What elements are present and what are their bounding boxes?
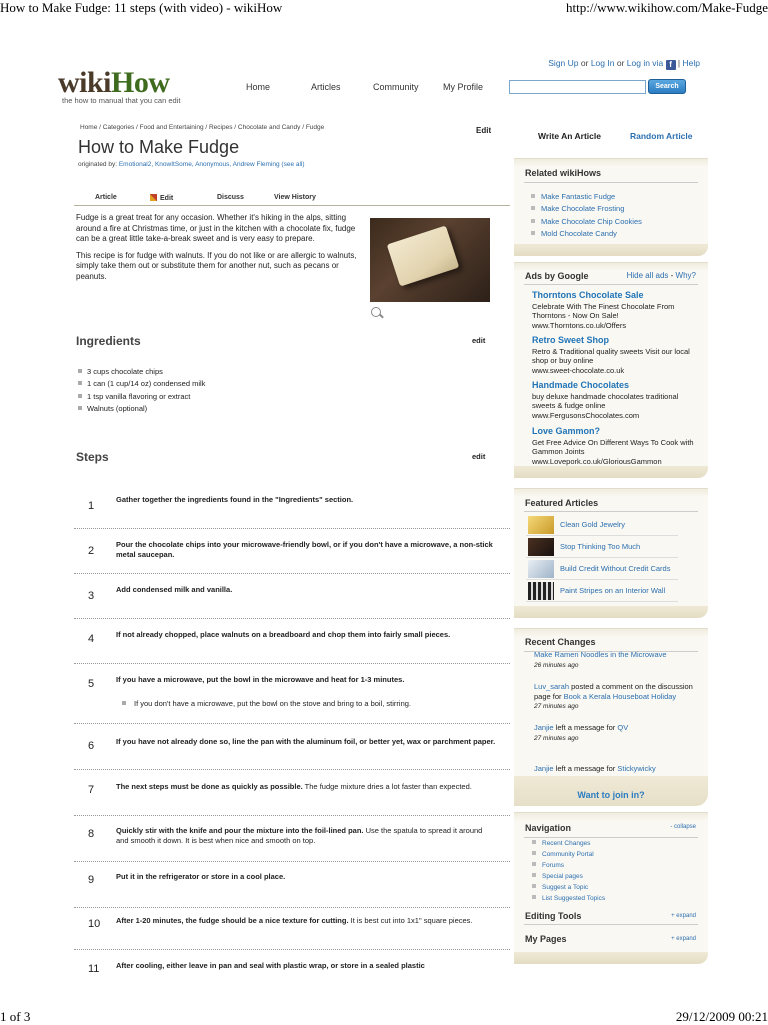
featured-link[interactable]: Stop Thinking Too Much bbox=[560, 542, 641, 551]
navigation-box bbox=[514, 812, 708, 952]
nav-community[interactable]: Community bbox=[373, 82, 419, 92]
thinking-icon bbox=[528, 538, 554, 556]
list-item bbox=[532, 850, 605, 861]
intro-paragraph: Fudge is a great treat for any occasion. Whether it's hiking in the alps, sitting around a fire at Christmas time, or just in the kitchen with a chocolate fix, fudge can be a great little take-a-break sweet and is very easy to prepare. bbox=[76, 213, 356, 243]
step-item bbox=[74, 950, 510, 980]
step-item bbox=[74, 770, 510, 816]
nav-link[interactable]: Suggest a Topic bbox=[542, 883, 589, 891]
related-link[interactable]: Make Fantastic Fudge bbox=[541, 192, 616, 201]
tab-view-history[interactable]: View History bbox=[274, 194, 316, 201]
list-item bbox=[532, 894, 605, 905]
account-links bbox=[548, 58, 700, 70]
nav-link[interactable]: Forums bbox=[542, 861, 565, 869]
recent-text: left a message for bbox=[553, 764, 618, 773]
divider bbox=[524, 284, 698, 285]
step-item bbox=[74, 574, 510, 619]
step-number: 5 bbox=[88, 678, 95, 690]
jewelry-icon bbox=[528, 516, 554, 534]
featured-articles-box bbox=[514, 488, 708, 606]
step-number: 6 bbox=[88, 740, 95, 752]
search-input[interactable] bbox=[509, 80, 646, 94]
user-link[interactable]: Luv_sarah bbox=[534, 682, 570, 691]
divider bbox=[524, 837, 698, 838]
print-datetime: 29/12/2009 00:21 bbox=[675, 1009, 768, 1024]
logo-wiki: wiki bbox=[58, 66, 112, 99]
editing-tools-heading[interactable]: Editing Tools bbox=[525, 911, 582, 921]
step-text: Gather together the ingredients found in the "Ingredients" section. bbox=[116, 495, 354, 504]
related-wikihows-box bbox=[514, 158, 708, 244]
ad-item[interactable] bbox=[532, 336, 702, 375]
navigation-list bbox=[532, 839, 605, 904]
divider bbox=[524, 924, 698, 925]
step-text: The fudge mixture dries a lot faster than expected. bbox=[302, 782, 472, 791]
tab-discuss[interactable]: Discuss bbox=[217, 194, 244, 201]
help-link[interactable]: Help bbox=[682, 58, 700, 68]
ad-item[interactable] bbox=[532, 427, 702, 466]
step-item bbox=[74, 484, 510, 529]
list-item: Walnuts (optional) bbox=[78, 403, 205, 415]
featured-item[interactable] bbox=[526, 580, 678, 602]
ad-url[interactable]: www.FergusonsChocolates.com bbox=[532, 410, 640, 420]
logo-tagline: the how to manual that you can edit bbox=[62, 96, 181, 105]
box-footer-curl bbox=[514, 606, 708, 618]
step-text: If not already chopped, place walnuts on a breadboard and chop them into fairly small pieces. bbox=[116, 630, 451, 639]
recent-link[interactable]: Make Ramen Noodles in the Microwave bbox=[534, 650, 667, 659]
step-number: 3 bbox=[88, 590, 95, 602]
featured-item[interactable] bbox=[526, 558, 678, 580]
related-heading: Related wikiHows bbox=[525, 168, 602, 178]
credit-card-icon bbox=[528, 560, 554, 578]
list-item bbox=[532, 861, 605, 872]
step-text: Add condensed milk and vanilla. bbox=[116, 585, 233, 594]
edit-article-button[interactable]: Edit bbox=[476, 126, 492, 135]
step-number: 9 bbox=[88, 874, 95, 886]
recent-link[interactable]: Book a Kerala Houseboat Holiday bbox=[563, 691, 677, 701]
random-article-link[interactable]: Random Article bbox=[630, 131, 693, 141]
separator: | bbox=[677, 58, 681, 68]
list-item bbox=[531, 203, 642, 215]
featured-link[interactable]: Build Credit Without Credit Cards bbox=[560, 564, 671, 573]
join-link[interactable]: Want to join in? bbox=[577, 790, 645, 800]
step-text: It is best cut into 1x1" square pieces. bbox=[348, 916, 473, 925]
step-text: If you have not already done so, line the pan with the aluminum foil, or better yet, wax or parchment paper. bbox=[116, 737, 496, 746]
facebook-icon[interactable]: f bbox=[666, 60, 676, 70]
ad-item[interactable] bbox=[532, 381, 702, 420]
featured-heading: Featured Articles bbox=[525, 498, 599, 508]
fudge-piece bbox=[387, 225, 460, 286]
ad-body: Celebrate With The Finest Chocolate From Thorntons - Now On Sale! bbox=[532, 301, 675, 320]
step-number: 7 bbox=[88, 784, 95, 796]
expand-link[interactable]: + expand bbox=[671, 936, 696, 942]
stripes-icon bbox=[528, 582, 554, 600]
ad-url[interactable]: www.sweet-chocolate.co.uk bbox=[532, 365, 625, 375]
separator: - bbox=[670, 271, 674, 280]
or-text: or bbox=[616, 58, 625, 68]
collapse-link[interactable]: - collapse bbox=[670, 824, 696, 830]
print-page-number: 1 of 3 bbox=[0, 1009, 31, 1024]
ad-item[interactable] bbox=[532, 291, 702, 330]
step-item bbox=[74, 862, 510, 908]
tab-edit[interactable] bbox=[150, 194, 173, 202]
expand-link[interactable]: + expand bbox=[671, 913, 696, 919]
zoom-icon[interactable] bbox=[371, 307, 381, 317]
step-text: Pour the chocolate chips into your microwave-friendly bowl, or if you don't have a microwave, a non-stick metal saucepan. bbox=[116, 540, 493, 559]
steps-edit-link[interactable]: edit bbox=[472, 452, 486, 461]
recent-time: 27 minutes ago bbox=[534, 734, 579, 742]
or-text: or bbox=[580, 58, 589, 68]
related-link[interactable]: Mold Chocolate Candy bbox=[541, 228, 617, 238]
list-item: 3 cups chocolate chips bbox=[78, 366, 205, 378]
ingredients-list bbox=[78, 366, 205, 415]
ad-url[interactable]: www.Thorntons.co.uk/Offers bbox=[532, 320, 627, 330]
nav-articles[interactable]: Articles bbox=[311, 82, 341, 92]
recent-item bbox=[534, 682, 696, 712]
article-intro bbox=[76, 213, 358, 288]
divider bbox=[524, 182, 698, 183]
related-link[interactable]: Make Chocolate Chip Cookies bbox=[541, 216, 642, 226]
steps-heading: Steps bbox=[76, 450, 109, 464]
ad-title[interactable]: Thorntons Chocolate Sale bbox=[532, 290, 644, 300]
featured-link[interactable]: Paint Stripes on an Interior Wall bbox=[560, 586, 666, 595]
recent-heading: Recent Changes bbox=[525, 637, 596, 647]
search-button[interactable]: Search bbox=[648, 79, 686, 94]
step-text: Use the spatula to spread it around and smooth it down. It is best when nice and smooth on top. bbox=[116, 826, 483, 845]
ads-heading: Ads by Google bbox=[525, 271, 589, 281]
featured-item[interactable] bbox=[526, 536, 678, 558]
list-item bbox=[531, 216, 642, 228]
print-page-title: How to Make Fudge: 11 steps (with video) - wikiHow bbox=[0, 0, 283, 15]
nav-link[interactable]: List Suggested Topics bbox=[542, 894, 606, 902]
recent-time: 26 minutes ago bbox=[534, 661, 579, 669]
list-item bbox=[532, 883, 605, 894]
recent-link[interactable]: QV bbox=[617, 723, 629, 732]
fudge-photo[interactable] bbox=[370, 218, 490, 302]
step-item bbox=[74, 529, 510, 574]
ad-title[interactable]: Retro Sweet Shop bbox=[532, 335, 610, 345]
write-article-link[interactable]: Write An Article bbox=[538, 131, 601, 141]
tab-edit-label: Edit bbox=[160, 195, 174, 202]
user-link[interactable]: Janjie bbox=[534, 723, 554, 732]
tab-article[interactable]: Article bbox=[95, 194, 117, 201]
list-item: 1 tsp vanilla flavoring or extract bbox=[78, 391, 205, 403]
step-text-bold: The next steps must be done as quickly as possible. bbox=[116, 782, 303, 791]
recent-text: left a message for bbox=[553, 723, 618, 732]
list-item bbox=[532, 839, 605, 850]
step-item bbox=[74, 908, 510, 950]
ads-box bbox=[514, 262, 708, 466]
step-text: After cooling, either leave in pan and seal with plastic wrap, or store in a sealed plastic bbox=[116, 961, 425, 970]
recent-changes-box bbox=[514, 628, 708, 776]
nav-link[interactable]: Recent Changes bbox=[542, 840, 591, 847]
page-title: How to Make Fudge bbox=[78, 137, 240, 157]
nav-link[interactable]: Special pages bbox=[542, 872, 583, 880]
intro-paragraph: This recipe is for fudge with walnuts. If you do not like or are allergic to walnuts, simply take them out or substitute them for another nut, such as pecans or peanuts. bbox=[76, 250, 357, 281]
step-number: 11 bbox=[88, 963, 100, 975]
ad-url[interactable]: www.Lovepork.co.uk/GloriousGammon bbox=[532, 456, 662, 466]
ad-body: Retro & Traditional quality sweets Visit our local shop or buy online bbox=[532, 346, 690, 365]
logo-how: How bbox=[111, 66, 170, 99]
divider bbox=[524, 511, 698, 512]
nav-link[interactable]: Community Portal bbox=[542, 850, 594, 858]
ad-body: buy deluxe handmade chocolates traditional sweets & fudge online bbox=[532, 391, 679, 410]
list-item bbox=[532, 872, 605, 883]
step-text: Put it in the refrigerator or store in a cool place. bbox=[116, 872, 286, 881]
pencil-icon bbox=[150, 194, 157, 201]
breadcrumb[interactable]: Home / Categories / Food and Entertaining / Recipes / Chocolate and Candy / Fudge bbox=[80, 124, 325, 131]
recent-time: 27 minutes ago bbox=[534, 703, 579, 710]
step-number: 4 bbox=[88, 633, 95, 645]
ad-title[interactable]: Love Gammon? bbox=[532, 426, 601, 436]
originated-by-label: originated by: bbox=[78, 161, 118, 168]
recent-text: posted a comment on the discussion page for bbox=[534, 682, 693, 701]
box-footer-curl bbox=[514, 244, 708, 256]
nav-home[interactable]: Home bbox=[246, 82, 271, 92]
box-footer-curl bbox=[514, 466, 708, 478]
step-text-bold: Quickly stir with the knife and pour the mixture into the foil-lined pan. bbox=[116, 826, 364, 835]
list-item bbox=[531, 191, 642, 203]
my-pages-heading[interactable]: My Pages bbox=[525, 934, 567, 944]
featured-item[interactable] bbox=[526, 514, 678, 536]
navigation-heading: Navigation bbox=[525, 823, 572, 833]
author-links[interactable]: Emotional2, KnowItSome, Anonymous, Andrew Fleming (see all) bbox=[118, 161, 305, 168]
featured-link[interactable]: Clean Gold Jewelry bbox=[560, 520, 626, 529]
sub-step: If you don't have a microwave, put the bowl on the stove and bring to a boil, stirring. bbox=[122, 699, 411, 708]
step-text-bold: After 1-20 minutes, the fudge should be a nice texture for cutting. bbox=[116, 916, 349, 925]
wikihow-logo[interactable] bbox=[58, 66, 170, 100]
box-footer-curl bbox=[514, 952, 708, 964]
step-number: 8 bbox=[88, 828, 95, 840]
related-link[interactable]: Make Chocolate Frosting bbox=[541, 204, 625, 214]
ads-controls bbox=[627, 271, 696, 280]
ad-body: Get Free Advice On Different Ways To Cook with Gammon Joints bbox=[532, 437, 694, 456]
recent-item bbox=[534, 650, 696, 670]
step-number: 2 bbox=[88, 545, 95, 557]
step-item bbox=[74, 619, 510, 664]
hide-ads-link[interactable]: Hide all ads bbox=[626, 271, 669, 280]
log-in-via-link[interactable]: Log in via bbox=[626, 58, 664, 68]
log-in-link[interactable]: Log In bbox=[590, 58, 615, 68]
recent-item bbox=[534, 723, 696, 743]
ad-title[interactable]: Handmade Chocolates bbox=[532, 380, 630, 390]
originated-by bbox=[78, 161, 305, 168]
user-link[interactable]: Janjie bbox=[534, 764, 554, 773]
step-number: 1 bbox=[88, 500, 95, 512]
why-link[interactable]: Why? bbox=[675, 271, 696, 280]
step-text: If you have a microwave, put the bowl in the microwave and heat for 1-3 minutes. bbox=[116, 675, 405, 684]
ingredients-heading: Ingredients bbox=[76, 334, 141, 348]
print-page-url: http://www.wikihow.com/Make-Fudge bbox=[566, 0, 768, 15]
article-tabs bbox=[74, 186, 510, 206]
ingredients-edit-link[interactable]: edit bbox=[472, 336, 486, 345]
join-banner bbox=[514, 776, 708, 806]
step-number: 10 bbox=[88, 918, 101, 930]
related-list bbox=[531, 191, 642, 240]
list-item bbox=[531, 228, 642, 240]
list-item: 1 can (1 cup/14 oz) condensed milk bbox=[78, 378, 205, 390]
step-item bbox=[74, 664, 510, 724]
nav-my-profile[interactable]: My Profile bbox=[443, 82, 484, 92]
sign-up-link[interactable]: Sign Up bbox=[548, 58, 579, 68]
recent-link[interactable]: Stickywicky bbox=[617, 764, 656, 773]
step-item bbox=[74, 724, 510, 770]
step-item bbox=[74, 816, 510, 862]
